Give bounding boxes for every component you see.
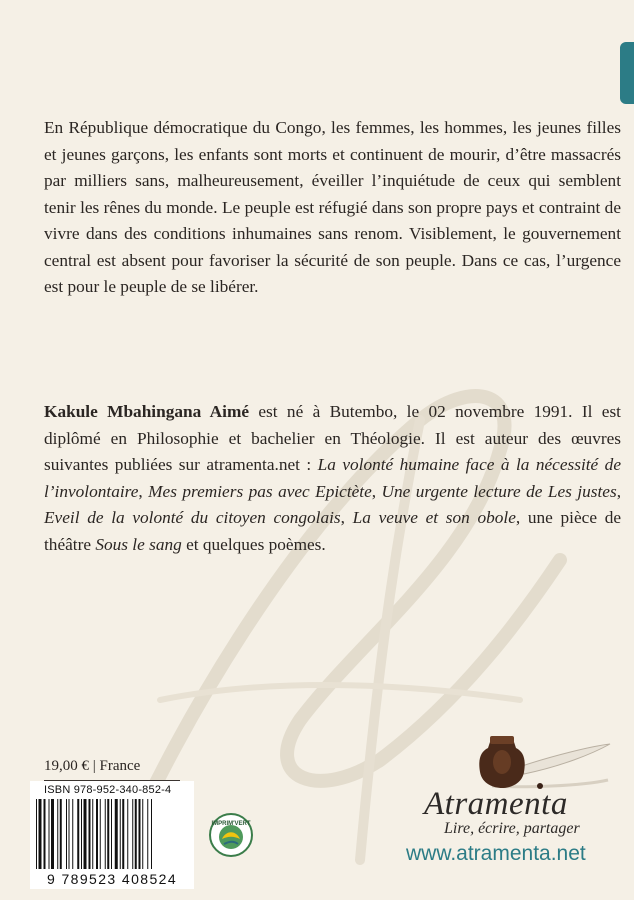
teal-tab-marker — [620, 42, 634, 104]
separator: , — [340, 508, 353, 527]
price-label: 19,00 € | France — [44, 756, 180, 781]
synopsis-paragraph — [44, 115, 621, 301]
eco-badge-label: IMPRIM'VERT — [211, 821, 251, 827]
isbn-barcode — [30, 781, 194, 889]
synopsis-text: En République démocratique du Congo, les femmes, les hommes, les jeunes filles et jeunes garçons, les enfants sont morts et continuent de mourir, d’être massacrés par milliers sans, malheureusement, éveiller l’inquiétude de ceux qui semblent tenir les rênes du monde. Le peuple est réfugié dans son propre pays et contraint de vivre dans des conditions inhumaines sans renom. Visiblement, le gouvernement central est absent pour favoriser la sécurité de son peuple. Dans ce cas, l’urgence est pour le peuple de se libérer. — [44, 118, 621, 296]
bio-mid: , une pièce de théâtre — [44, 508, 622, 554]
author-name: Kakule Mbahingana Aimé — [44, 402, 250, 421]
work-title: Une urgente lecture de Les justes — [381, 481, 617, 501]
work-title: Sous le sang — [95, 534, 182, 554]
author-bio-text — [44, 399, 621, 558]
isbn-number: ISBN 978-952-340-852-4 — [44, 784, 172, 796]
publisher-tagline: Lire, écrire, partager — [444, 820, 580, 837]
barcode-digits: 9 789523 408524 — [47, 871, 177, 887]
publisher-website-link[interactable]: www.atramenta.net — [406, 842, 586, 865]
author-bio-paragraph — [44, 399, 621, 558]
work-title: La volonté humaine face à la nécessité de l’involontaire — [44, 455, 621, 501]
barcode-icon — [34, 799, 190, 871]
bio-outro: et quelques poèmes. — [181, 534, 326, 554]
work-title: Mes premiers pas avec Epictète — [148, 481, 372, 501]
separator: , — [371, 481, 382, 501]
inkwell-quill-icon — [462, 716, 612, 794]
separator: , — [616, 481, 622, 501]
separator: , — [138, 481, 149, 501]
work-title: La veuve et son obole — [352, 508, 516, 527]
bio-intro: est né à Butembo, le 02 novembre 1991. Il est diplômé en Philosophie et bachelier en Théologie. Il est auteur des œuvres suivantes publiées sur atramenta.net : — [44, 402, 621, 474]
work-title: Eveil de la volonté du citoyen congolais — [44, 508, 341, 527]
publisher-name: Atramenta — [424, 786, 568, 822]
imprim-vert-eco-badge — [208, 812, 254, 858]
